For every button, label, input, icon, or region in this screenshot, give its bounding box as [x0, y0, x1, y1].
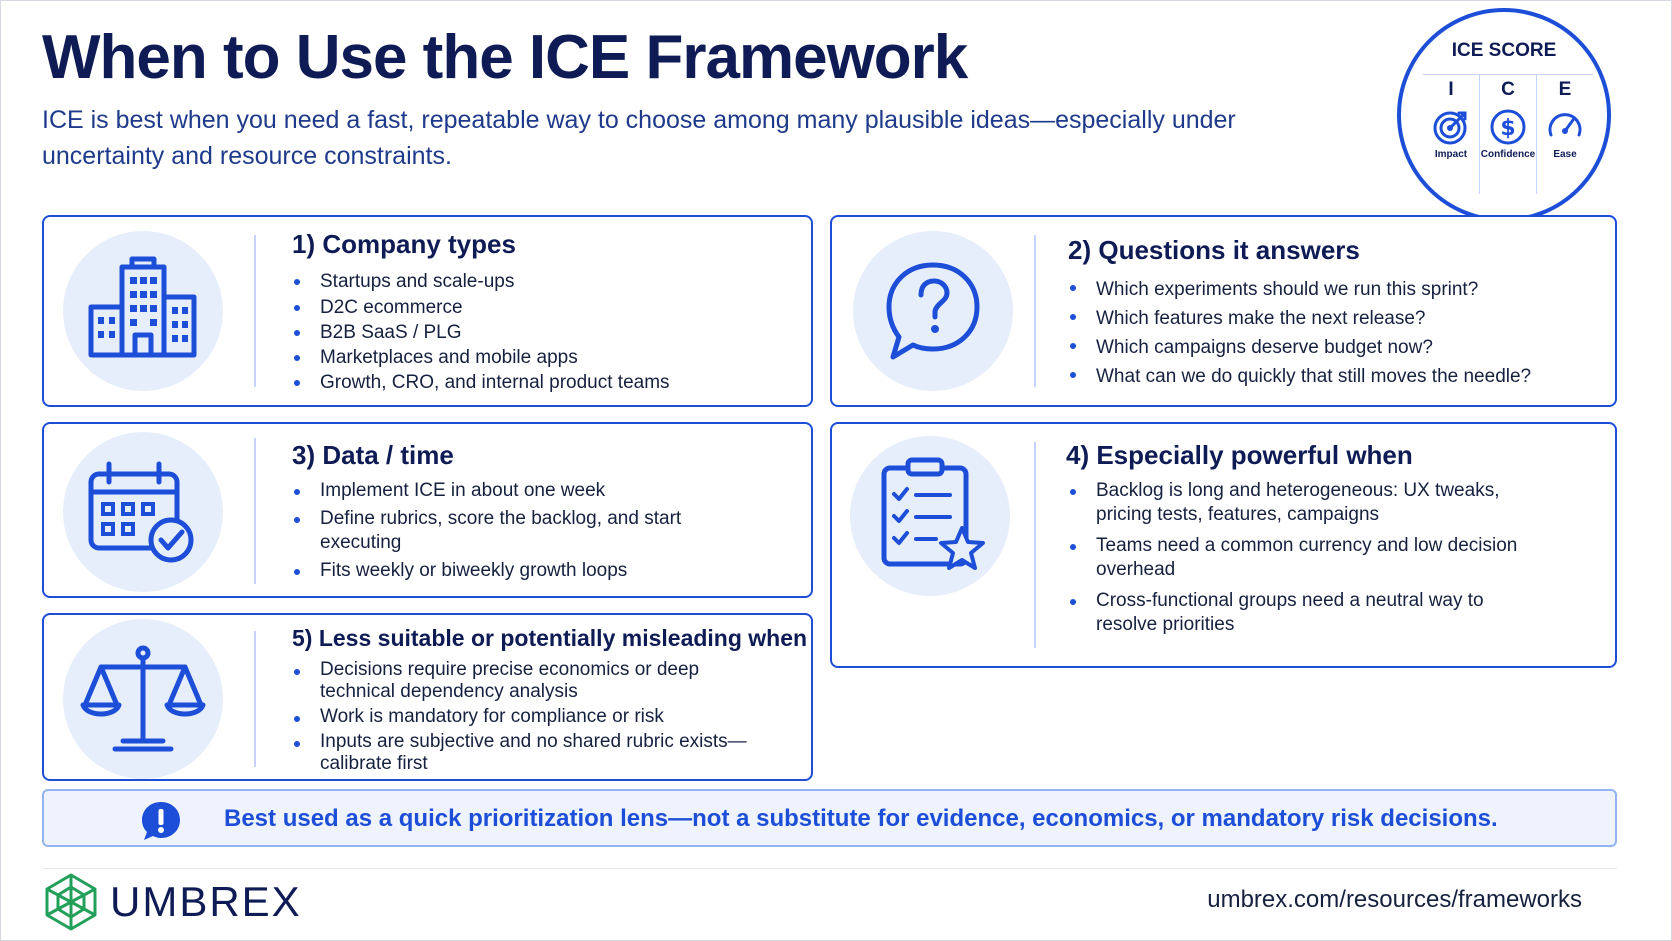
list-item: D2C ecommerce	[292, 295, 792, 320]
page-title: When to Use the ICE Framework	[42, 23, 968, 92]
bullet-list	[292, 659, 762, 775]
list-item: Decisions require precise economics or deep technical dependency analysis	[292, 659, 762, 703]
card-especially-powerful-when	[830, 422, 1617, 668]
target-icon	[1431, 107, 1471, 147]
card-title: 5) Less suitable or potentially misleading when	[292, 625, 808, 651]
ice-column-impact	[1423, 75, 1479, 194]
bullet-list	[292, 269, 792, 395]
umbrex-logo-icon	[42, 872, 100, 932]
list-item: B2B SaaS / PLG	[292, 320, 792, 345]
ice-score-columns	[1423, 74, 1593, 194]
card-divider	[1034, 235, 1036, 387]
card-title: 2) Questions it answers	[1068, 235, 1360, 265]
card-icon-circle	[63, 619, 223, 779]
list-item: What can we do quickly that still moves the needle?	[1068, 362, 1598, 391]
card-divider	[254, 438, 256, 584]
footer-divider	[42, 868, 1617, 869]
list-item: Which experiments should we run this sprint?	[1068, 275, 1598, 304]
bullet-list	[292, 479, 692, 583]
scales-icon	[63, 619, 223, 779]
card-questions-it-answers	[830, 215, 1617, 407]
card-data-time	[42, 422, 813, 598]
list-item: Which features make the next release?	[1068, 304, 1598, 333]
card-icon-circle	[853, 231, 1013, 391]
list-item: Growth, CRO, and internal product teams	[292, 370, 792, 395]
ice-letter-e: E	[1558, 79, 1572, 100]
list-item: Teams need a common currency and low decision overhead	[1068, 534, 1528, 582]
card-divider	[254, 631, 256, 767]
list-item: Inputs are subjective and no shared rubric exists—calibrate first	[292, 731, 762, 775]
ice-score-badge	[1397, 8, 1611, 222]
gauge-icon	[1545, 107, 1585, 147]
card-less-suitable-when	[42, 613, 813, 781]
ice-word-confidence: Confidence	[1480, 149, 1536, 160]
ice-column-ease	[1536, 75, 1593, 194]
card-divider	[1034, 442, 1036, 648]
svg-text:$: $	[1500, 116, 1516, 141]
ice-letter-c: C	[1501, 79, 1515, 100]
ice-letter-i: I	[1448, 79, 1454, 100]
exclamation-bubble-icon	[140, 800, 182, 842]
ice-word-ease: Ease	[1553, 149, 1577, 160]
card-icon-circle	[850, 436, 1010, 596]
page-subtitle: ICE is best when you need a fast, repeatable way to choose among many plausible ideas—especially under uncertainty and resource constraints.	[42, 106, 1236, 170]
card-title: 1) Company types	[292, 229, 516, 259]
card-icon-circle	[63, 231, 223, 391]
calendar-check-icon	[63, 432, 223, 592]
bullet-list	[1068, 275, 1598, 391]
ice-score-title: ICE SCORE	[1451, 40, 1557, 61]
clipboard-star-icon	[850, 436, 1010, 596]
question-bubble-icon	[853, 231, 1013, 391]
list-item: Backlog is long and heterogeneous: UX tweaks, pricing tests, features, campaigns	[1068, 479, 1528, 527]
dollar-icon	[1488, 107, 1528, 147]
bullet-list	[1068, 479, 1528, 637]
callout-text: Best used as a quick prioritization lens—not a substitute for evidence, economics, or mandatory risk decisions.	[224, 805, 1498, 832]
ice-word-impact: Impact	[1434, 149, 1468, 160]
list-item: Implement ICE in about one week	[292, 479, 692, 503]
card-title: 4) Especially powerful when	[1066, 440, 1413, 470]
brand-name: UMBREX	[110, 878, 302, 925]
list-item: Work is mandatory for compliance or risk	[292, 706, 762, 728]
card-title: 3) Data / time	[292, 440, 454, 470]
list-item: Cross-functional groups need a neutral way to resolve priorities	[1068, 589, 1528, 637]
buildings-icon	[63, 231, 223, 391]
list-item: Define rubrics, score the backlog, and start executing	[292, 507, 692, 555]
card-icon-circle	[63, 432, 223, 592]
footer-url-link[interactable]: umbrex.com/resources/frameworks	[1207, 886, 1582, 913]
list-item: Fits weekly or biweekly growth loops	[292, 559, 692, 583]
list-item: Marketplaces and mobile apps	[292, 345, 792, 370]
callout-banner	[42, 789, 1617, 847]
list-item: Which campaigns deserve budget now?	[1068, 333, 1598, 362]
list-item: Startups and scale-ups	[292, 269, 792, 295]
card-divider	[254, 235, 256, 387]
ice-column-confidence	[1479, 75, 1536, 194]
card-company-types	[42, 215, 813, 407]
